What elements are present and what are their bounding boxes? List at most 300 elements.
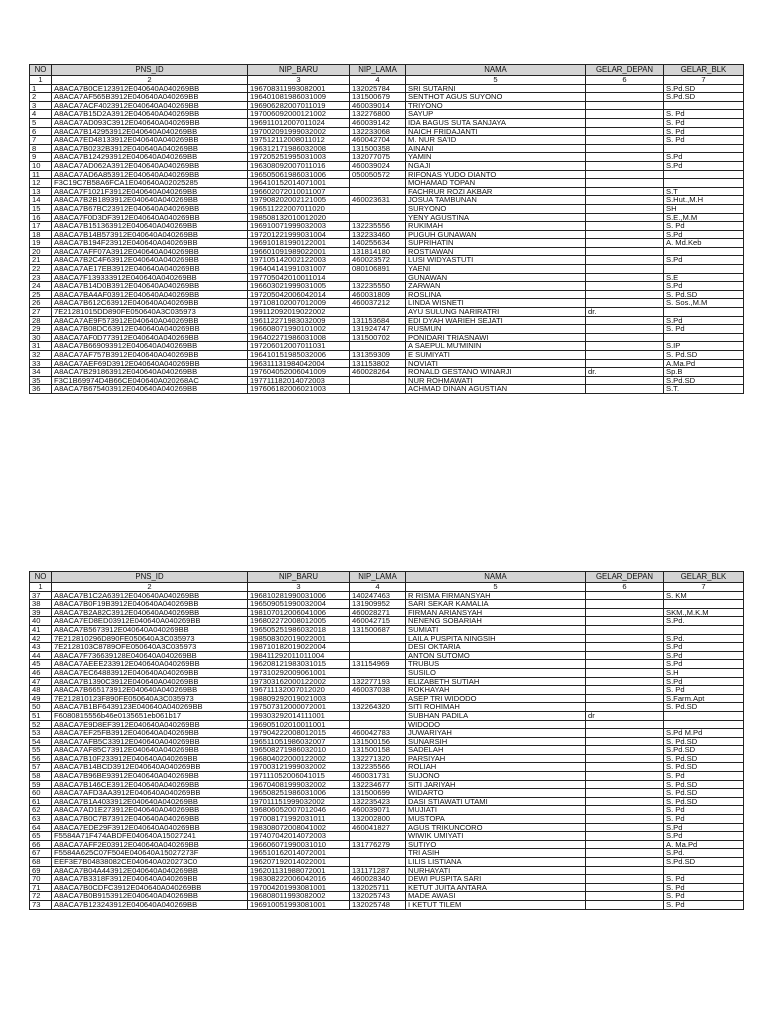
cell-gelar-blk: S.E: [664, 273, 744, 282]
cell-gelar-blk: [664, 720, 744, 729]
column-number-nip-lama: 4: [350, 583, 406, 592]
cell-gelar-blk: [664, 711, 744, 720]
cell-no: 23: [30, 273, 52, 282]
table-row: [30, 101, 744, 110]
cell-pns-id: F5584A71F474ABDFE040640A15027241: [52, 832, 248, 841]
table-row: [30, 247, 744, 256]
cell-pns-id: F3C1B69974D4B66CE040640A020268AC: [52, 376, 248, 385]
cell-nama: MOHAMAD TOPAN: [406, 179, 586, 188]
cell-nip-lama: 132276800: [350, 110, 406, 119]
cell-pns-id: A8ACA7ED8ED03912E040640A040269BB: [52, 617, 248, 626]
table-row: [30, 359, 744, 368]
cell-nip-baru: 197002091999032002: [248, 127, 350, 136]
table-row: [30, 643, 744, 652]
cell-gelar-blk: S. Pd.SD: [664, 290, 744, 299]
cell-nip-baru: 196510162014072001: [248, 849, 350, 858]
cell-pns-id: A8ACA7B146CE3912E040640A040269BB: [52, 780, 248, 789]
cell-gelar-depan: [586, 170, 664, 179]
cell-gelar-blk: S. Pd.SD: [664, 797, 744, 806]
column-number-gelar-depan: 6: [586, 583, 664, 592]
cell-nip-lama: 132077075: [350, 153, 406, 162]
cell-no: 66: [30, 840, 52, 849]
table-row: [30, 900, 744, 909]
table-row: [30, 282, 744, 291]
cell-pns-id: A8ACA7AFF2E03912E040640A040269BB: [52, 840, 248, 849]
cell-no: 30: [30, 333, 52, 342]
cell-no: 40: [30, 617, 52, 626]
cell-nama: LILIS LISTIANA: [406, 858, 586, 867]
table-row: [30, 273, 744, 282]
cell-gelar-blk: S. Sos.,M.M: [664, 299, 744, 308]
table-row: [30, 290, 744, 299]
cell-nip-lama: 460039024: [350, 161, 406, 170]
cell-gelar-blk: S. Pd: [664, 883, 744, 892]
cell-pns-id: A8ACA7B5673912E040640A040269BB: [52, 625, 248, 634]
cell-nip-baru: 196910181990122001: [248, 239, 350, 248]
cell-gelar-depan: [586, 608, 664, 617]
cell-nama: JUWARIYAH: [406, 729, 586, 738]
table-row: [30, 892, 744, 901]
cell-pns-id: A8ACA7B2C4F63912E040640A040269BB: [52, 256, 248, 265]
cell-nip-lama: 132235566: [350, 763, 406, 772]
column-number-nip-baru: 3: [248, 76, 350, 85]
cell-nip-lama: [350, 273, 406, 282]
cell-nip-baru: 197705042010011014: [248, 273, 350, 282]
cell-nama: LINDA WISNETI: [406, 299, 586, 308]
cell-nama: R RISMA FIRMANSYAH: [406, 591, 586, 600]
cell-gelar-depan: [586, 720, 664, 729]
table-row: [30, 179, 744, 188]
cell-no: 67: [30, 849, 52, 858]
cell-gelar-blk: S.T.: [664, 385, 744, 394]
cell-gelar-depan: [586, 591, 664, 600]
table-row: [30, 634, 744, 643]
cell-gelar-depan: [586, 213, 664, 222]
cell-nama: SUJONO: [406, 772, 586, 781]
cell-gelar-blk: A.Ma.Pd: [664, 359, 744, 368]
cell-pns-id: A8ACA7B151363912E040640A040269BB: [52, 222, 248, 231]
cell-pns-id: A8ACA7AF0D773912E040640A040269BB: [52, 333, 248, 342]
cell-nama: NGAJI: [406, 161, 586, 170]
cell-nip-lama: [350, 711, 406, 720]
cell-nip-baru: 196207192014022001: [248, 858, 350, 867]
cell-no: 17: [30, 222, 52, 231]
cell-gelar-depan: [586, 772, 664, 781]
table-row: [30, 789, 744, 798]
cell-gelar-blk: S.Farm.Apt: [664, 694, 744, 703]
cell-gelar-depan: [586, 230, 664, 239]
cell-nip-baru: 197904222008012015: [248, 729, 350, 738]
cell-nama: SAYUP: [406, 110, 586, 119]
cell-nip-baru: 198508302019022001: [248, 634, 350, 643]
column-number-nip-baru: 3: [248, 583, 350, 592]
cell-pns-id: A8ACA7AFB5C33912E040640A040269BB: [52, 737, 248, 746]
cell-nip-lama: 140255634: [350, 239, 406, 248]
cell-gelar-blk: [664, 265, 744, 274]
cell-pns-id: A8ACA7B612C63912E040640A040269BB: [52, 299, 248, 308]
cell-gelar-depan: [586, 101, 664, 110]
cell-nip-lama: 132264320: [350, 703, 406, 712]
cell-gelar-depan: [586, 256, 664, 265]
table-row: [30, 170, 744, 179]
cell-nama: JOSUA TAMBUNAN: [406, 196, 586, 205]
cell-nip-lama: 131500699: [350, 789, 406, 798]
cell-nama: MUSTOPA: [406, 815, 586, 824]
cell-pns-id: A8ACA7B675403912E040640A040269BB: [52, 385, 248, 394]
cell-nip-lama: 460023631: [350, 196, 406, 205]
cell-gelar-depan: [586, 660, 664, 669]
cell-nama: ROKHAYAH: [406, 686, 586, 695]
cell-no: 45: [30, 660, 52, 669]
cell-pns-id: A8ACA7B0232B3912E040640A040269BB: [52, 144, 248, 153]
cell-pns-id: F3C19C7B58A6FCA1E040640A02025285: [52, 179, 248, 188]
cell-nip-baru: 196402271986031008: [248, 333, 350, 342]
cell-no: 6: [30, 127, 52, 136]
cell-nama: AYU SULUNG NARIRATRI: [406, 308, 586, 317]
cell-nama: SUNARSIH: [406, 737, 586, 746]
table-row: [30, 866, 744, 875]
cell-gelar-depan: [586, 204, 664, 213]
cell-gelar-blk: SKM.,M.K.M: [664, 608, 744, 617]
cell-gelar-blk: S.E.,M.M: [664, 213, 744, 222]
cell-nip-lama: [350, 651, 406, 660]
table-row: [30, 144, 744, 153]
cell-nip-lama: [350, 858, 406, 867]
cell-nip-lama: 460028271: [350, 608, 406, 617]
table-row: [30, 265, 744, 274]
cell-gelar-blk: S. Pd: [664, 110, 744, 119]
cell-nip-lama: 080106891: [350, 265, 406, 274]
cell-pns-id: A8ACA7B1C2A63912E040640A040269BB: [52, 591, 248, 600]
cell-no: 42: [30, 634, 52, 643]
column-number-nip-lama: 4: [350, 76, 406, 85]
table-row: [30, 161, 744, 170]
table-row: [30, 93, 744, 102]
header-nip-lama: NIP_LAMA: [350, 572, 406, 583]
table-row: [30, 832, 744, 841]
cell-nama: E SUMIYATI: [406, 351, 586, 360]
cell-no: 52: [30, 720, 52, 729]
cell-nama: ROSLINA: [406, 290, 586, 299]
cell-gelar-blk: S. KM: [664, 591, 744, 600]
table-row: [30, 797, 744, 806]
cell-no: 8: [30, 144, 52, 153]
cell-pns-id: A8ACA7B124293912E040640A040269BB: [52, 153, 248, 162]
cell-no: 70: [30, 875, 52, 884]
cell-gelar-blk: S.Pd.SD: [664, 376, 744, 385]
cell-nip-lama: 131500702: [350, 333, 406, 342]
cell-nama: WIWIK UMIYATI: [406, 832, 586, 841]
cell-gelar-depan: [586, 789, 664, 798]
table-row: [30, 772, 744, 781]
cell-nip-baru: 197008171992031011: [248, 815, 350, 824]
cell-nip-baru: 196808011993082002: [248, 892, 350, 901]
cell-nip-baru: 196603021999031005: [248, 282, 350, 291]
cell-no: 73: [30, 900, 52, 909]
cell-nama: SUSILO: [406, 668, 586, 677]
table-row: [30, 600, 744, 609]
table-row: [30, 823, 744, 832]
cell-gelar-blk: S.Pd: [664, 282, 744, 291]
cell-nama: RUSMUN: [406, 325, 586, 334]
cell-nip-baru: 198107012006041006: [248, 608, 350, 617]
header-pns-id: PNS_ID: [52, 572, 248, 583]
cell-nama: ROLIAH: [406, 763, 586, 772]
cell-nama: SUBHAN PADILA: [406, 711, 586, 720]
cell-gelar-blk: S. Pd: [664, 875, 744, 884]
cell-gelar-depan: [586, 84, 664, 93]
cell-nip-baru: 196201131988072001: [248, 866, 350, 875]
cell-nip-baru: 197606182006021003: [248, 385, 350, 394]
cell-gelar-blk: S. Pd.SD: [664, 737, 744, 746]
cell-gelar-depan: [586, 161, 664, 170]
cell-gelar-blk: S.Pd: [664, 643, 744, 652]
cell-no: 7: [30, 136, 52, 145]
table-body: [30, 583, 744, 910]
cell-gelar-depan: [586, 118, 664, 127]
table-row: [30, 308, 744, 317]
cell-gelar-depan: [586, 892, 664, 901]
cell-nip-lama: 131500358: [350, 144, 406, 153]
header-gelar-depan: GELAR_DEPAN: [586, 572, 664, 583]
column-number-row: [30, 76, 744, 85]
column-number-nama: 5: [406, 76, 586, 85]
cell-gelar-depan: [586, 806, 664, 815]
cell-nip-lama: 132277193: [350, 677, 406, 686]
cell-gelar-blk: SH: [664, 204, 744, 213]
cell-gelar-blk: S. Pd: [664, 900, 744, 909]
cell-nama: ZARWAN: [406, 282, 586, 291]
cell-nip-lama: [350, 643, 406, 652]
cell-nip-baru: 196910051993081001: [248, 900, 350, 909]
cell-nip-lama: [350, 213, 406, 222]
cell-gelar-blk: S. Pd.SD: [664, 763, 744, 772]
table-row: [30, 694, 744, 703]
cell-nip-lama: 140247463: [350, 591, 406, 600]
cell-gelar-blk: S. Pd: [664, 222, 744, 231]
cell-pns-id: A8ACA7B3318F3912E040640A040269BB: [52, 875, 248, 884]
cell-gelar-blk: [664, 247, 744, 256]
cell-pns-id: A8ACA7B14B573912E040640A040269BB: [52, 230, 248, 239]
cell-no: 54: [30, 737, 52, 746]
cell-gelar-depan: [586, 342, 664, 351]
cell-gelar-blk: S. Pd: [664, 686, 744, 695]
cell-nip-lama: 460037038: [350, 686, 406, 695]
cell-gelar-depan: [586, 823, 664, 832]
cell-nip-baru: 196608071990101002: [248, 325, 350, 334]
cell-pns-id: EEF3E7B04838082CE040640A020273C0: [52, 858, 248, 867]
cell-pns-id: 7E212810123F890FE050640A3C035973: [52, 694, 248, 703]
cell-gelar-depan: [586, 359, 664, 368]
cell-pns-id: 7E21281015DD890FE050640A3C035973: [52, 308, 248, 317]
cell-no: 50: [30, 703, 52, 712]
table-row: [30, 875, 744, 884]
cell-nip-lama: [350, 308, 406, 317]
employee-table-1: [29, 64, 744, 394]
cell-no: 25: [30, 290, 52, 299]
cell-nip-baru: 197206012007011031: [248, 342, 350, 351]
cell-gelar-blk: S.Pd: [664, 161, 744, 170]
table-row: [30, 230, 744, 239]
cell-nama: I KETUT TILEM: [406, 900, 586, 909]
cell-nama: GUNAWAN: [406, 273, 586, 282]
cell-nama: NUR ROHMAWATI: [406, 376, 586, 385]
cell-pns-id: 7E212810296D890FE050640A3C035973: [52, 634, 248, 643]
cell-nip-baru: 198411292011011004: [248, 651, 350, 660]
column-number-gelar-blk: 7: [664, 583, 744, 592]
table-row: [30, 625, 744, 634]
table-row: [30, 617, 744, 626]
cell-pns-id: F6080815556b46e0135651eb061b17: [52, 711, 248, 720]
cell-gelar-blk: S.Pd.SD: [664, 746, 744, 755]
table-row: [30, 591, 744, 600]
cell-nip-baru: 196401081986031009: [248, 93, 350, 102]
cell-gelar-blk: A. Ma.Pd: [664, 840, 744, 849]
cell-no: 31: [30, 342, 52, 351]
table-row: [30, 118, 744, 127]
cell-nip-lama: 460031731: [350, 772, 406, 781]
cell-nip-baru: 196606071990031010: [248, 840, 350, 849]
cell-pns-id: A8ACA7E9D8EF3912E040640A040269BB: [52, 720, 248, 729]
cell-no: 58: [30, 772, 52, 781]
cell-pns-id: A8ACA7B1BF6439123E040640A040269BB: [52, 703, 248, 712]
cell-nama: NURHAYATI: [406, 866, 586, 875]
column-number-nama: 5: [406, 583, 586, 592]
cell-pns-id: A8ACA7B669093912E040640A040269BB: [52, 342, 248, 351]
cell-nama: AINANI: [406, 144, 586, 153]
cell-gelar-blk: S.Pd.: [664, 617, 744, 626]
table-row: [30, 815, 744, 824]
cell-no: 64: [30, 823, 52, 832]
cell-no: 14: [30, 196, 52, 205]
cell-nip-lama: 132002800: [350, 815, 406, 824]
cell-nip-lama: 131500687: [350, 625, 406, 634]
cell-pns-id: A8ACA7B0C7B73912E040640A040269BB: [52, 815, 248, 824]
cell-nip-lama: 131500679: [350, 93, 406, 102]
cell-pns-id: A8ACA7EF25FB3912E040640A040269BB: [52, 729, 248, 738]
cell-pns-id: A8ACA7F0D3DF3912E040640A040269BB: [52, 213, 248, 222]
cell-gelar-depan: [586, 187, 664, 196]
cell-nama: SITI JARIYAH: [406, 780, 586, 789]
cell-no: 13: [30, 187, 52, 196]
cell-no: 49: [30, 694, 52, 703]
cell-gelar-depan: [586, 634, 664, 643]
cell-nip-baru: 196112271983032009: [248, 316, 350, 325]
cell-no: 48: [30, 686, 52, 695]
cell-gelar-depan: [586, 127, 664, 136]
cell-no: 56: [30, 754, 52, 763]
cell-gelar-depan: [586, 153, 664, 162]
cell-nama: RONALD GESTANO WINARJI: [406, 368, 586, 377]
cell-nip-baru: 197011151999032002: [248, 797, 350, 806]
cell-nip-lama: 460039071: [350, 806, 406, 815]
cell-nip-baru: 196509051990032004: [248, 600, 350, 609]
cell-gelar-blk: S.Pd.SD: [664, 84, 744, 93]
cell-gelar-blk: S. Pd.SD: [664, 703, 744, 712]
cell-nip-lama: 131776279: [350, 840, 406, 849]
cell-no: 71: [30, 883, 52, 892]
cell-no: 9: [30, 153, 52, 162]
cell-nama: MADE AWASI: [406, 892, 586, 901]
cell-gelar-blk: [664, 170, 744, 179]
cell-no: 37: [30, 591, 52, 600]
cell-nama: ANTON SUTOMO: [406, 651, 586, 660]
cell-gelar-blk: S. Pd.SD: [664, 351, 744, 360]
cell-nama: ASEP TRI WIDODO: [406, 694, 586, 703]
cell-gelar-blk: S. Pd: [664, 815, 744, 824]
cell-nip-lama: [350, 849, 406, 858]
cell-pns-id: A8ACA7ED48133912E040640A040269BB: [52, 136, 248, 145]
cell-pns-id: A8ACA7B14D0B3912E040640A040269BB: [52, 282, 248, 291]
cell-nip-baru: 196311131984042004: [248, 359, 350, 368]
cell-gelar-blk: A. Md.Keb: [664, 239, 744, 248]
cell-pns-id: A8ACA7AE9F573912E040640A040269BB: [52, 316, 248, 325]
cell-nip-baru: 196505061986031006: [248, 170, 350, 179]
cell-nip-baru: 199303292014111001: [248, 711, 350, 720]
cell-gelar-depan: [586, 651, 664, 660]
cell-gelar-depan: [586, 840, 664, 849]
cell-gelar-depan: [586, 763, 664, 772]
cell-nama: SUTIYO: [406, 840, 586, 849]
table-row: [30, 677, 744, 686]
cell-no: 26: [30, 299, 52, 308]
cell-nip-baru: 197105142002122003: [248, 256, 350, 265]
cell-gelar-depan: [586, 832, 664, 841]
cell-gelar-depan: [586, 222, 664, 231]
cell-nip-baru: 196804022000122002: [248, 754, 350, 763]
cell-gelar-blk: S. Pd: [664, 806, 744, 815]
cell-nip-baru: 196308092007011016: [248, 161, 350, 170]
cell-pns-id: 7E2128103C8789OFE050640A3C035973: [52, 643, 248, 652]
cell-gelar-depan: [586, 668, 664, 677]
cell-nama: NENENG SOBARIAH: [406, 617, 586, 626]
header-nama: NAMA: [406, 572, 586, 583]
cell-nama: PUGUH GUNAWAN: [406, 230, 586, 239]
cell-pns-id: A8ACA7AD6A853912E040640A040269BB: [52, 170, 248, 179]
table-row: [30, 668, 744, 677]
cell-nama: RIFONAS YUDO DIANTO: [406, 170, 586, 179]
table-row: [30, 110, 744, 119]
cell-no: 57: [30, 763, 52, 772]
table-row: [30, 763, 744, 772]
cell-nama: WIDARTO: [406, 789, 586, 798]
cell-nip-baru: 197407042014072003: [248, 832, 350, 841]
cell-gelar-depan: [586, 797, 664, 806]
cell-no: 24: [30, 282, 52, 291]
cell-no: 11: [30, 170, 52, 179]
cell-nip-lama: 131500158: [350, 746, 406, 755]
cell-no: 16: [30, 213, 52, 222]
cell-pns-id: A8ACA7B194F23912E040640A040269BB: [52, 239, 248, 248]
cell-nip-baru: 196312171986032008: [248, 144, 350, 153]
cell-no: 5: [30, 118, 52, 127]
cell-gelar-depan: [586, 900, 664, 909]
cell-nip-lama: 131171287: [350, 866, 406, 875]
table-row: [30, 720, 744, 729]
cell-gelar-blk: [664, 866, 744, 875]
cell-nama: IDA BAGUS SUTA SANJAYA: [406, 118, 586, 127]
cell-no: 29: [30, 325, 52, 334]
cell-nip-baru: 196505251986032018: [248, 625, 350, 634]
cell-pns-id: A8ACA7F736639128E040640A040269BB: [52, 651, 248, 660]
cell-no: 60: [30, 789, 52, 798]
cell-nama: KETUT JUITA ANTARA: [406, 883, 586, 892]
cell-gelar-depan: [586, 247, 664, 256]
cell-gelar-blk: S. Pd.SD: [664, 789, 744, 798]
cell-nip-baru: 196711132007012020: [248, 686, 350, 695]
cell-gelar-blk: S.Pd: [664, 651, 744, 660]
cell-nama: PARSIYAH: [406, 754, 586, 763]
